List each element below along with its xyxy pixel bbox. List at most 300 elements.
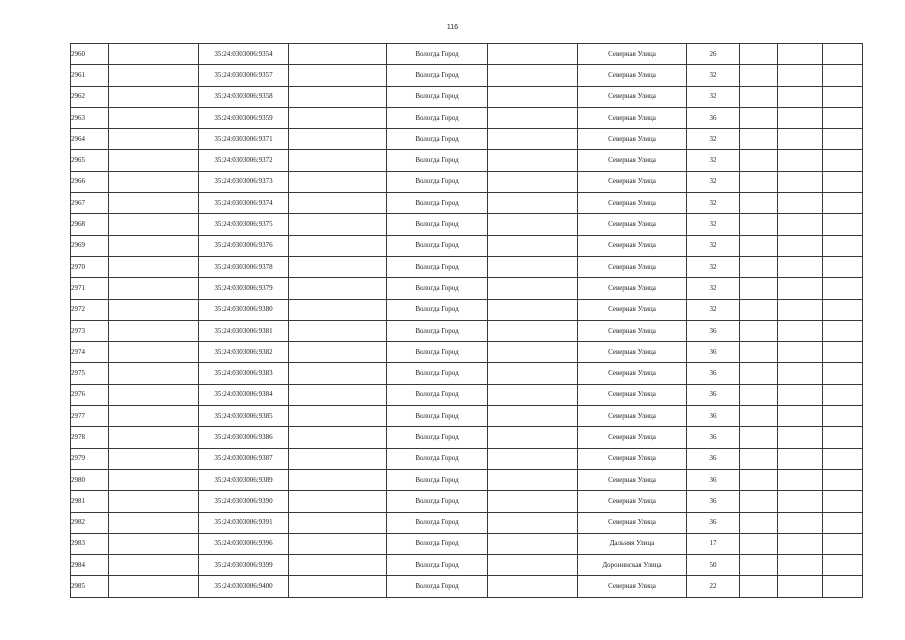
street-cell: Дальняя Улица — [578, 533, 687, 554]
empty-cell-c — [488, 363, 578, 384]
empty-cell-a — [109, 129, 199, 150]
street-cell: Северная Улица — [578, 320, 687, 341]
empty-cell-a — [109, 44, 199, 65]
empty-cell-b — [289, 86, 387, 107]
cadastral-number-cell: 35:24:0303006:9371 — [199, 129, 289, 150]
empty-cell-e — [778, 235, 823, 256]
settlement-cell: Вологда Город — [387, 342, 488, 363]
table-row — [71, 406, 863, 427]
empty-cell-e — [778, 363, 823, 384]
house-number-cell: 36 — [687, 512, 740, 533]
cadastral-number-cell: 35:24:0303006:9376 — [199, 235, 289, 256]
empty-cell-c — [488, 278, 578, 299]
street-cell: Северная Улица — [578, 256, 687, 277]
empty-cell-b — [289, 193, 387, 214]
street-cell: Северная Улица — [578, 512, 687, 533]
street-cell: Северная Улица — [578, 491, 687, 512]
empty-cell-f — [823, 555, 863, 576]
empty-cell-d — [740, 86, 778, 107]
empty-cell-e — [778, 214, 823, 235]
empty-cell-f — [823, 384, 863, 405]
row-number-cell: 2966 — [71, 171, 109, 192]
empty-cell-c — [488, 469, 578, 490]
table-row — [71, 448, 863, 469]
empty-cell-f — [823, 193, 863, 214]
settlement-cell: Вологда Город — [387, 491, 488, 512]
house-number-cell: 36 — [687, 320, 740, 341]
empty-cell-d — [740, 427, 778, 448]
street-cell: Северная Улица — [578, 129, 687, 150]
empty-cell-c — [488, 86, 578, 107]
empty-cell-b — [289, 512, 387, 533]
row-number-cell: 2963 — [71, 107, 109, 128]
cadastral-number-cell: 35:24:0303006:9384 — [199, 384, 289, 405]
table-row — [71, 576, 863, 597]
table-row — [71, 256, 863, 277]
empty-cell-c — [488, 512, 578, 533]
empty-cell-a — [109, 576, 199, 597]
empty-cell-c — [488, 65, 578, 86]
table-row — [71, 150, 863, 171]
empty-cell-b — [289, 278, 387, 299]
empty-cell-b — [289, 107, 387, 128]
empty-cell-a — [109, 469, 199, 490]
empty-cell-b — [289, 214, 387, 235]
empty-cell-a — [109, 320, 199, 341]
empty-cell-d — [740, 320, 778, 341]
empty-cell-f — [823, 278, 863, 299]
empty-cell-a — [109, 533, 199, 554]
empty-cell-e — [778, 299, 823, 320]
empty-cell-f — [823, 86, 863, 107]
row-number-cell: 2983 — [71, 533, 109, 554]
cadastral-number-cell: 35:24:0303006:9385 — [199, 406, 289, 427]
empty-cell-e — [778, 342, 823, 363]
empty-cell-c — [488, 427, 578, 448]
empty-cell-c — [488, 320, 578, 341]
empty-cell-c — [488, 214, 578, 235]
house-number-cell: 36 — [687, 363, 740, 384]
table-row — [71, 86, 863, 107]
empty-cell-c — [488, 342, 578, 363]
table-row — [71, 193, 863, 214]
house-number-cell: 32 — [687, 256, 740, 277]
street-cell: Северная Улица — [578, 86, 687, 107]
settlement-cell: Вологда Город — [387, 427, 488, 448]
cadastral-number-cell: 35:24:0303006:9359 — [199, 107, 289, 128]
empty-cell-c — [488, 44, 578, 65]
table-row — [71, 555, 863, 576]
settlement-cell: Вологда Город — [387, 512, 488, 533]
empty-cell-d — [740, 235, 778, 256]
empty-cell-f — [823, 406, 863, 427]
house-number-cell: 32 — [687, 214, 740, 235]
empty-cell-f — [823, 533, 863, 554]
empty-cell-f — [823, 448, 863, 469]
cadastral-number-cell: 35:24:0303006:9357 — [199, 65, 289, 86]
street-cell: Доронинская Улица — [578, 555, 687, 576]
cadastral-number-cell: 35:24:0303006:9391 — [199, 512, 289, 533]
cadastral-number-cell: 35:24:0303006:9387 — [199, 448, 289, 469]
empty-cell-f — [823, 512, 863, 533]
table-row — [71, 235, 863, 256]
empty-cell-d — [740, 278, 778, 299]
empty-cell-a — [109, 384, 199, 405]
empty-cell-d — [740, 44, 778, 65]
table-row — [71, 44, 863, 65]
street-cell: Северная Улица — [578, 448, 687, 469]
empty-cell-d — [740, 214, 778, 235]
empty-cell-f — [823, 235, 863, 256]
empty-cell-e — [778, 193, 823, 214]
settlement-cell: Вологда Город — [387, 533, 488, 554]
empty-cell-f — [823, 150, 863, 171]
empty-cell-b — [289, 406, 387, 427]
empty-cell-a — [109, 235, 199, 256]
row-number-cell: 2969 — [71, 235, 109, 256]
cadastral-number-cell: 35:24:0303006:9379 — [199, 278, 289, 299]
empty-cell-b — [289, 342, 387, 363]
empty-cell-a — [109, 491, 199, 512]
settlement-cell: Вологда Город — [387, 299, 488, 320]
cadastral-number-cell: 35:24:0303006:9381 — [199, 320, 289, 341]
row-number-cell: 2982 — [71, 512, 109, 533]
empty-cell-a — [109, 342, 199, 363]
empty-cell-a — [109, 299, 199, 320]
empty-cell-d — [740, 256, 778, 277]
empty-cell-b — [289, 320, 387, 341]
house-number-cell: 36 — [687, 384, 740, 405]
cadastral-number-cell: 35:24:0303006:9378 — [199, 256, 289, 277]
house-number-cell: 36 — [687, 491, 740, 512]
empty-cell-d — [740, 491, 778, 512]
empty-cell-d — [740, 555, 778, 576]
settlement-cell: Вологда Город — [387, 363, 488, 384]
street-cell: Северная Улица — [578, 299, 687, 320]
settlement-cell: Вологда Город — [387, 193, 488, 214]
empty-cell-b — [289, 129, 387, 150]
house-number-cell: 32 — [687, 150, 740, 171]
row-number-cell: 2967 — [71, 193, 109, 214]
empty-cell-b — [289, 44, 387, 65]
settlement-cell: Вологда Город — [387, 320, 488, 341]
empty-cell-a — [109, 512, 199, 533]
street-cell: Северная Улица — [578, 363, 687, 384]
empty-cell-e — [778, 44, 823, 65]
table-body — [71, 44, 863, 598]
house-number-cell: 36 — [687, 107, 740, 128]
empty-cell-e — [778, 384, 823, 405]
cadastral-number-cell: 35:24:0303006:9390 — [199, 491, 289, 512]
empty-cell-d — [740, 342, 778, 363]
empty-cell-f — [823, 342, 863, 363]
empty-cell-b — [289, 363, 387, 384]
street-cell: Северная Улица — [578, 384, 687, 405]
empty-cell-e — [778, 150, 823, 171]
row-number-cell: 2977 — [71, 406, 109, 427]
table-row — [71, 342, 863, 363]
house-number-cell: 32 — [687, 65, 740, 86]
empty-cell-f — [823, 256, 863, 277]
empty-cell-a — [109, 193, 199, 214]
empty-cell-d — [740, 469, 778, 490]
empty-cell-c — [488, 384, 578, 405]
house-number-cell: 22 — [687, 576, 740, 597]
empty-cell-e — [778, 406, 823, 427]
settlement-cell: Вологда Город — [387, 406, 488, 427]
street-cell: Северная Улица — [578, 150, 687, 171]
house-number-cell: 32 — [687, 129, 740, 150]
empty-cell-f — [823, 363, 863, 384]
empty-cell-d — [740, 193, 778, 214]
house-number-cell: 36 — [687, 448, 740, 469]
settlement-cell: Вологда Город — [387, 150, 488, 171]
table-row — [71, 107, 863, 128]
table-row — [71, 512, 863, 533]
empty-cell-d — [740, 533, 778, 554]
cadastral-number-cell: 35:24:0303006:9386 — [199, 427, 289, 448]
row-number-cell: 2971 — [71, 278, 109, 299]
empty-cell-b — [289, 533, 387, 554]
table-row — [71, 469, 863, 490]
row-number-cell: 2970 — [71, 256, 109, 277]
settlement-cell: Вологда Город — [387, 86, 488, 107]
settlement-cell: Вологда Город — [387, 65, 488, 86]
empty-cell-f — [823, 44, 863, 65]
empty-cell-e — [778, 171, 823, 192]
row-number-cell: 2975 — [71, 363, 109, 384]
cadastral-number-cell: 35:24:0303006:9373 — [199, 171, 289, 192]
house-number-cell: 32 — [687, 193, 740, 214]
empty-cell-e — [778, 86, 823, 107]
empty-cell-c — [488, 235, 578, 256]
cadastral-number-cell: 35:24:0303006:9382 — [199, 342, 289, 363]
empty-cell-c — [488, 576, 578, 597]
empty-cell-b — [289, 171, 387, 192]
empty-cell-f — [823, 320, 863, 341]
empty-cell-b — [289, 555, 387, 576]
empty-cell-d — [740, 299, 778, 320]
house-number-cell: 32 — [687, 86, 740, 107]
empty-cell-b — [289, 576, 387, 597]
row-number-cell: 2978 — [71, 427, 109, 448]
empty-cell-d — [740, 363, 778, 384]
cadastral-number-cell: 35:24:0303006:9400 — [199, 576, 289, 597]
empty-cell-d — [740, 384, 778, 405]
empty-cell-c — [488, 107, 578, 128]
empty-cell-f — [823, 171, 863, 192]
table-row — [71, 65, 863, 86]
cadastral-number-cell: 35:24:0303006:9383 — [199, 363, 289, 384]
empty-cell-c — [488, 299, 578, 320]
row-number-cell: 2968 — [71, 214, 109, 235]
empty-cell-d — [740, 448, 778, 469]
empty-cell-d — [740, 406, 778, 427]
row-number-cell: 2960 — [71, 44, 109, 65]
table-row — [71, 363, 863, 384]
row-number-cell: 2985 — [71, 576, 109, 597]
house-number-cell: 32 — [687, 299, 740, 320]
empty-cell-b — [289, 427, 387, 448]
row-number-cell: 2981 — [71, 491, 109, 512]
settlement-cell: Вологда Город — [387, 214, 488, 235]
empty-cell-a — [109, 278, 199, 299]
empty-cell-e — [778, 491, 823, 512]
row-number-cell: 2972 — [71, 299, 109, 320]
empty-cell-e — [778, 576, 823, 597]
settlement-cell: Вологда Город — [387, 235, 488, 256]
house-number-cell: 36 — [687, 427, 740, 448]
house-number-cell: 36 — [687, 342, 740, 363]
settlement-cell: Вологда Город — [387, 448, 488, 469]
settlement-cell: Вологда Город — [387, 171, 488, 192]
empty-cell-a — [109, 555, 199, 576]
row-number-cell: 2979 — [71, 448, 109, 469]
settlement-cell: Вологда Город — [387, 278, 488, 299]
empty-cell-e — [778, 555, 823, 576]
street-cell: Северная Улица — [578, 406, 687, 427]
street-cell: Северная Улица — [578, 65, 687, 86]
row-number-cell: 2964 — [71, 129, 109, 150]
row-number-cell: 2961 — [71, 65, 109, 86]
house-number-cell: 17 — [687, 533, 740, 554]
settlement-cell: Вологда Город — [387, 256, 488, 277]
empty-cell-d — [740, 65, 778, 86]
row-number-cell: 2965 — [71, 150, 109, 171]
empty-cell-e — [778, 65, 823, 86]
street-cell: Северная Улица — [578, 214, 687, 235]
cadastral-number-cell: 35:24:0303006:9399 — [199, 555, 289, 576]
empty-cell-f — [823, 491, 863, 512]
settlement-cell: Вологда Город — [387, 44, 488, 65]
cadastral-number-cell: 35:24:0303006:9374 — [199, 193, 289, 214]
empty-cell-a — [109, 256, 199, 277]
empty-cell-a — [109, 86, 199, 107]
empty-cell-e — [778, 256, 823, 277]
table-row — [71, 278, 863, 299]
empty-cell-b — [289, 299, 387, 320]
row-number-cell: 2962 — [71, 86, 109, 107]
cadastral-number-cell: 35:24:0303006:9372 — [199, 150, 289, 171]
table-row — [71, 129, 863, 150]
empty-cell-b — [289, 65, 387, 86]
cadastral-number-cell: 35:24:0303006:9396 — [199, 533, 289, 554]
street-cell: Северная Улица — [578, 107, 687, 128]
empty-cell-d — [740, 129, 778, 150]
house-number-cell: 50 — [687, 555, 740, 576]
house-number-cell: 36 — [687, 469, 740, 490]
empty-cell-b — [289, 150, 387, 171]
row-number-cell: 2976 — [71, 384, 109, 405]
table-row — [71, 214, 863, 235]
empty-cell-a — [109, 171, 199, 192]
cadastral-number-cell: 35:24:0303006:9354 — [199, 44, 289, 65]
house-number-cell: 32 — [687, 235, 740, 256]
row-number-cell: 2974 — [71, 342, 109, 363]
empty-cell-f — [823, 469, 863, 490]
street-cell: Северная Улица — [578, 576, 687, 597]
settlement-cell: Вологда Город — [387, 576, 488, 597]
row-number-cell: 2980 — [71, 469, 109, 490]
settlement-cell: Вологда Город — [387, 469, 488, 490]
street-cell: Северная Улица — [578, 44, 687, 65]
empty-cell-e — [778, 278, 823, 299]
row-number-cell: 2984 — [71, 555, 109, 576]
empty-cell-b — [289, 384, 387, 405]
empty-cell-c — [488, 555, 578, 576]
empty-cell-b — [289, 448, 387, 469]
house-number-cell: 26 — [687, 44, 740, 65]
empty-cell-d — [740, 150, 778, 171]
street-cell: Северная Улица — [578, 278, 687, 299]
table-row — [71, 427, 863, 448]
cadastral-number-cell: 35:24:0303006:9358 — [199, 86, 289, 107]
empty-cell-c — [488, 129, 578, 150]
empty-cell-b — [289, 256, 387, 277]
settlement-cell: Вологда Город — [387, 129, 488, 150]
empty-cell-b — [289, 491, 387, 512]
house-number-cell: 36 — [687, 406, 740, 427]
table-row — [71, 299, 863, 320]
row-number-cell: 2973 — [71, 320, 109, 341]
settlement-cell: Вологда Город — [387, 107, 488, 128]
empty-cell-f — [823, 107, 863, 128]
empty-cell-a — [109, 363, 199, 384]
settlement-cell: Вологда Город — [387, 555, 488, 576]
empty-cell-c — [488, 406, 578, 427]
empty-cell-c — [488, 533, 578, 554]
page-number: 116 — [446, 24, 459, 31]
street-cell: Северная Улица — [578, 427, 687, 448]
empty-cell-c — [488, 256, 578, 277]
street-cell: Северная Улица — [578, 469, 687, 490]
empty-cell-f — [823, 299, 863, 320]
empty-cell-e — [778, 320, 823, 341]
house-number-cell: 32 — [687, 278, 740, 299]
empty-cell-a — [109, 65, 199, 86]
empty-cell-a — [109, 427, 199, 448]
empty-cell-d — [740, 171, 778, 192]
empty-cell-f — [823, 427, 863, 448]
empty-cell-a — [109, 448, 199, 469]
empty-cell-a — [109, 406, 199, 427]
empty-cell-c — [488, 193, 578, 214]
cadastral-number-cell: 35:24:0303006:9375 — [199, 214, 289, 235]
empty-cell-f — [823, 129, 863, 150]
registry-table — [70, 43, 863, 598]
empty-cell-a — [109, 107, 199, 128]
empty-cell-c — [488, 448, 578, 469]
table-row — [71, 384, 863, 405]
street-cell: Северная Улица — [578, 171, 687, 192]
empty-cell-c — [488, 171, 578, 192]
empty-cell-e — [778, 469, 823, 490]
empty-cell-f — [823, 576, 863, 597]
empty-cell-d — [740, 512, 778, 533]
empty-cell-e — [778, 533, 823, 554]
empty-cell-c — [488, 150, 578, 171]
table-row — [71, 320, 863, 341]
empty-cell-e — [778, 448, 823, 469]
empty-cell-f — [823, 214, 863, 235]
street-cell: Северная Улица — [578, 235, 687, 256]
empty-cell-e — [778, 129, 823, 150]
empty-cell-e — [778, 512, 823, 533]
empty-cell-f — [823, 65, 863, 86]
cadastral-number-cell: 35:24:0303006:9380 — [199, 299, 289, 320]
street-cell: Северная Улица — [578, 193, 687, 214]
house-number-cell: 32 — [687, 171, 740, 192]
